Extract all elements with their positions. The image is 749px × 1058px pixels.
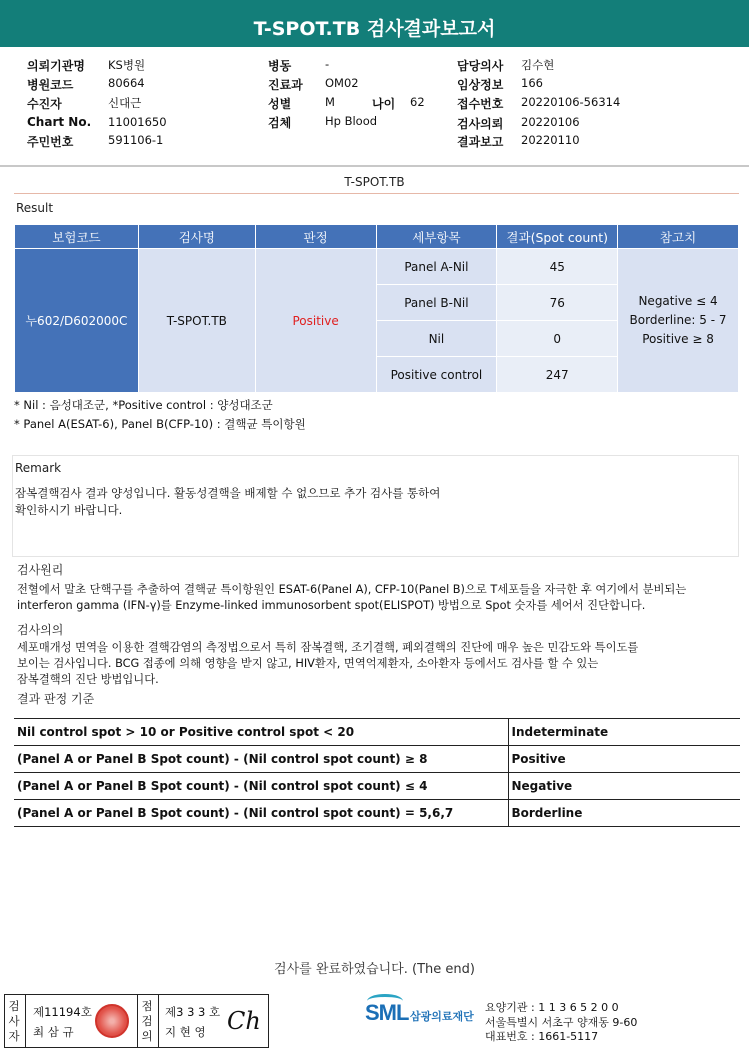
vertical-char: 자 xyxy=(8,1029,20,1043)
rrn-label: 주민번호 xyxy=(27,135,74,149)
age-value: 62 xyxy=(410,95,425,109)
criteria-condition: (Panel A or Panel B Spot count) - (Nil control spot count) = 5,6,7 xyxy=(14,800,508,827)
col-judgement: 판정 xyxy=(255,225,376,249)
care-code: 요양기관 : 1 1 3 6 5 2 0 0 xyxy=(485,1001,619,1014)
vertical-char: 검 xyxy=(8,999,20,1013)
col-reference: 참고치 xyxy=(618,225,739,249)
detail-item: Panel B-Nil xyxy=(376,285,497,321)
ward-label: 병동 xyxy=(268,59,292,73)
table-row xyxy=(14,719,740,746)
doctor-value: 김수현 xyxy=(521,58,555,72)
patient-value: 신대근 xyxy=(108,96,142,110)
vertical-char: 의 xyxy=(141,1029,153,1043)
spot-count: 0 xyxy=(497,321,618,357)
divider xyxy=(158,995,159,1047)
significance-line: 잠복결핵의 진단 방법입니다. xyxy=(17,673,159,686)
official-seal-icon xyxy=(95,1004,129,1038)
spot-count: 45 xyxy=(497,249,618,285)
principle-text xyxy=(17,582,743,614)
org-address-block xyxy=(485,1001,637,1045)
end-text: 검사를 완료하였습니다. (The end) xyxy=(274,962,475,977)
report-title: T-SPOT.TB 검사결과보고서 xyxy=(0,0,749,47)
clinical-label: 임상정보 xyxy=(457,78,504,92)
org-name: 삼광의료재단 xyxy=(410,1010,474,1023)
receipt-value: 20220106-56314 xyxy=(521,95,621,109)
vertical-char: 검 xyxy=(141,1014,153,1028)
phone: 대표번호 : 1661-5117 xyxy=(485,1030,599,1043)
inspector-signature: Ch xyxy=(227,1007,261,1035)
address: 서울특별시 서초구 양재동 9-60 xyxy=(485,1015,638,1029)
remark-box xyxy=(12,455,739,557)
sex-label: 성별 xyxy=(268,97,292,111)
hospital-code-label: 병원코드 xyxy=(27,78,74,92)
table-row xyxy=(14,800,740,827)
request-value: 20220106 xyxy=(521,115,580,129)
insurance-code: 누602/D602000C xyxy=(15,249,139,393)
significance-line: 보이는 검사입니다. BCG 접종에 의해 영향을 받지 않고, HIV환자, 면역억제환자, 소아환자 등에서도 검사를 할 수 있는 xyxy=(17,657,599,670)
vertical-char: 사 xyxy=(8,1014,20,1028)
hospital-code-value: 80664 xyxy=(108,76,145,90)
reference-positive: Positive ≥ 8 xyxy=(642,332,714,346)
age-label: 나이 xyxy=(372,97,396,111)
header-divider xyxy=(0,165,749,167)
remark-line: 잠복결핵검사 결과 양성입니다. 활동성결핵을 배제할 수 없으므로 추가 검사를 통하여 xyxy=(15,486,441,500)
criteria-result: Borderline xyxy=(508,800,740,827)
remark-line: 확인하시기 바랍니다. xyxy=(15,503,123,517)
table-row xyxy=(14,746,740,773)
patient-info xyxy=(0,52,749,152)
criteria-result: Indeterminate xyxy=(508,719,740,746)
examiner-vertical-label xyxy=(7,999,21,1044)
spot-count: 76 xyxy=(497,285,618,321)
vertical-char: 점 xyxy=(141,999,153,1013)
examiner-name: 최 삼 규 xyxy=(33,1025,74,1039)
principle-title: 검사원리 xyxy=(17,563,64,577)
criteria-result: Positive xyxy=(508,746,740,773)
criteria-condition: (Panel A or Panel B Spot count) - (Nil control spot count) ≤ 4 xyxy=(14,773,508,800)
chart-label: Chart No. xyxy=(27,115,92,129)
col-test-name: 검사명 xyxy=(138,225,255,249)
signature-box xyxy=(4,994,269,1048)
criteria-result: Negative xyxy=(508,773,740,800)
rrn-value: 591106-1 xyxy=(108,133,164,147)
note-panel: * Panel A(ESAT-6), Panel B(CFP-10) : 결핵균 특이항원 xyxy=(14,417,306,431)
criteria-title: 결과 판정 기준 xyxy=(17,692,95,706)
detail-item: Panel A-Nil xyxy=(376,249,497,285)
col-spot-count: 결과(Spot count) xyxy=(497,225,618,249)
dept-value: OM02 xyxy=(325,76,359,90)
table-row xyxy=(14,773,740,800)
divider xyxy=(137,995,138,1047)
report-date-value: 20220110 xyxy=(521,133,580,147)
receipt-label: 접수번호 xyxy=(457,97,504,111)
result-label: Result xyxy=(16,201,54,215)
sex-value: M xyxy=(325,95,335,109)
significance-title: 검사의의 xyxy=(17,623,64,637)
col-insurance-code: 보험코드 xyxy=(15,225,139,249)
specimen-label: 검체 xyxy=(268,116,292,130)
hospital-value: KS병원 xyxy=(108,58,146,72)
test-name: T-SPOT.TB xyxy=(138,249,255,393)
doctor-label: 담당의사 xyxy=(457,59,504,73)
principle-line: interferon gamma (IFN-γ)를 Enzyme-linked immunosorbent spot(ELISPOT) 방법으로 Spot 숫자를 세어서 진단합니다. xyxy=(17,599,646,612)
chart-value: 11001650 xyxy=(108,115,167,129)
result-table xyxy=(14,224,739,393)
section-title: T-SPOT.TB xyxy=(344,175,405,189)
criteria-table xyxy=(14,718,740,827)
detail-item: Nil xyxy=(376,321,497,357)
principle-line: 전혈에서 말초 단핵구를 추출하여 결핵균 특이항원인 ESAT-6(Panel A), CFP-10(Panel B)으로 T세포들을 자극한 후 여기에서 분비되는 xyxy=(17,583,687,596)
dept-label: 진료과 xyxy=(268,78,303,92)
specimen-value: Hp Blood xyxy=(325,114,378,128)
examiner-license: 제11194호 xyxy=(33,1005,92,1019)
reference-values xyxy=(618,249,739,393)
inspector-license: 제3 3 3 호 xyxy=(165,1005,221,1019)
judgement: Positive xyxy=(255,249,376,393)
detail-item: Positive control xyxy=(376,357,497,393)
request-label: 검사의뢰 xyxy=(457,117,504,131)
ward-value: - xyxy=(325,57,330,71)
criteria-condition: (Panel A or Panel B Spot count) - (Nil control spot count) ≥ 8 xyxy=(14,746,508,773)
table-row xyxy=(15,249,739,285)
criteria-condition: Nil control spot > 10 or Positive control spot < 20 xyxy=(14,719,508,746)
col-detail-item: 세부항목 xyxy=(376,225,497,249)
inspector-vertical-label xyxy=(140,999,154,1044)
logo-mark: SML xyxy=(365,1000,409,1025)
significance-line: 세포매개성 면역을 이용한 결핵감염의 측정법으로서 특히 잠복결핵, 조기결핵, 폐외결핵의 진단에 매우 높은 민감도와 특이도를 xyxy=(17,641,639,654)
hospital-label: 의뢰기관명 xyxy=(27,59,85,73)
remark-text xyxy=(15,485,715,519)
reference-borderline: Borderline: 5 - 7 xyxy=(629,313,727,327)
patient-label: 수진자 xyxy=(27,97,62,111)
spot-count: 247 xyxy=(497,357,618,393)
divider xyxy=(25,995,26,1047)
inspector-name: 지 현 영 xyxy=(165,1025,206,1039)
report-date-label: 결과보고 xyxy=(457,135,504,149)
remark-title: Remark xyxy=(15,461,62,475)
note-nil: * Nil : 음성대조군, *Positive control : 양성대조군 xyxy=(14,398,273,412)
clinical-value: 166 xyxy=(521,76,543,90)
result-header-row xyxy=(15,225,739,249)
reference-negative: Negative ≤ 4 xyxy=(638,294,718,308)
significance-text xyxy=(17,640,743,688)
section-divider xyxy=(14,193,739,194)
